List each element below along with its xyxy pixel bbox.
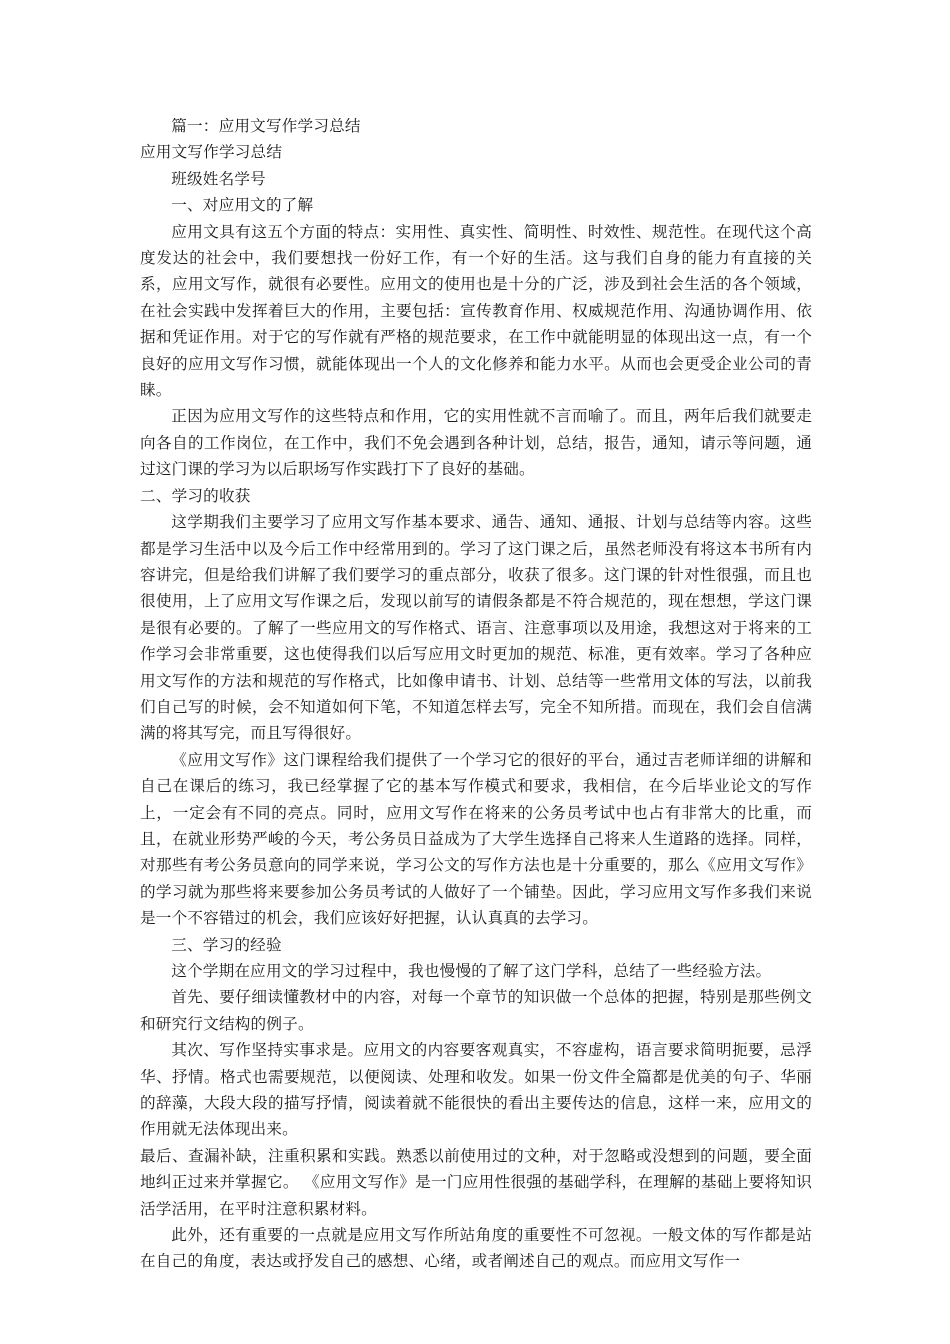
body-paragraph: 这学期我们主要学习了应用文写作基本要求、通告、通知、通报、计划与总结等内容。这些都是学习生活中以及今后工作中经常用到的。学习了这门课之后，虽然老师没有将这本书所有内容讲完，但是给我们讲解了我们要学习的重点部分，收获了很多。这门课的针对性很强，而且也很使用，上了应用文写作课之后，发现以前写的请假条都是不符合规范的，现在想想，学这门课是很有必要的。了解了一些应用文的写作格式、语言、注意事项以及用途，我想这对于将来的工作学习会非常重要，这也使得我们以后写应用文时更加的规范、标准，更有效率。学习了各种应用文写作的方法和规范的写作格式，比如像申请书、计划、总结等一些常用文体的写法，以前我们自己写的时候，会不知道如何下笔，不知道怎样去写，完全不知所措。而现在，我们会自信满满的将其写完，而且写得很好。	[140, 513, 812, 743]
body-paragraph: 《应用文写作》这门课程给我们提供了一个学习它的很好的平台，通过吉老师详细的讲解和自己在课后的练习，我已经掌握了它的基本写作模式和要求，我相信，在今后毕业论文的写作上，一定会有不同的亮点。同时，应用文写作在将来的公务员考试中也占有非常大的比重，而且，在就业形势严峻的今天，考公务员日益成为了大学生选择自己将来人生道路的选择。同样，对那些有考公务员意向的同学来说，学习公文的写作方法也是十分重要的，那么《应用文写作》的学习就为那些将来要参加公务员考试的人做好了一个铺垫。因此，学习应用文写作多我们来说是一个不容错过的机会，我们应该好好把握，认认真真的去学习。	[140, 750, 812, 928]
body-paragraph: 这个学期在应用文的学习过程中，我也慢慢的了解了这门学科，总结了一些经验方法。	[171, 962, 772, 980]
body-paragraph: 此外，还有重要的一点就是应用文写作所站角度的重要性不可忽视。一般文体的写作都是站在自己的角度，表达或抒发自己的感想、心绪，或者阐述自己的观点。而应用文写作一	[140, 1226, 812, 1271]
body-paragraph: 首先、要仔细读懂教材中的内容，对每一个章节的知识做一个总体的把握，特别是那些例文和研究行文结构的例子。	[140, 988, 812, 1033]
header-title: 篇一：应用文写作学习总结	[171, 117, 361, 135]
body-paragraph: 最后、查漏补缺，注重积累和实践。熟悉以前使用过的文种，对于忽略或没想到的问题，要全面地纠正过来并掌握它。 《应用文写作》是一门应用性很强的基础学科，在理解的基础上要将知识活学活用，在平时注意积累材料。	[140, 1146, 812, 1218]
section-heading-2: 二、学习的收获	[140, 486, 251, 505]
document-body	[140, 113, 812, 1275]
section-heading-3: 三、学习的经验	[171, 935, 282, 954]
byline: 班级姓名学号	[171, 169, 266, 188]
body-paragraph: 正因为应用文写作的这些特点和作用，它的实用性就不言而喻了。而且，两年后我们就要走向各自的工作岗位，在工作中，我们不免会遇到各种计划，总结，报告，通知，请示等问题，通过这门课的学习为以后职场写作实践打下了良好的基础。	[140, 407, 812, 479]
document-title: 应用文写作学习总结	[140, 143, 283, 162]
body-paragraph: 应用文具有这五个方面的特点：实用性、真实性、简明性、时效性、规范性。在现代这个高度发达的社会中，我们要想找一份好工作，有一个好的生活。这与我们自身的能力有直接的关系，应用文写作，就很有必要性。应用文的使用也是十分的广泛，涉及到社会生活的各个领域，在社会实践中发挥着巨大的作用，主要包括：宣传教育作用、权威规范作用、沟通协调作用、依据和凭证作用。对于它的写作就有严格的规范要求，在工作中就能明显的体现出这一点，有一个良好的应用文写作习惯，就能体现出一个人的文化修养和能力水平。从而也会更受企业公司的青睐。	[140, 222, 812, 400]
section-heading-1: 一、对应用文的了解	[171, 196, 314, 215]
body-paragraph: 其次、写作坚持实事求是。应用文的内容要客观真实，不容虚构，语言要求简明扼要，忌浮华、抒情。格式也需要规范，以便阅读、处理和收发。如果一份文件全篇都是优美的句子、华丽的辞藻，大段大段的描写抒情，阅读着就不能很快的看出主要传达的信息，这样一来，应用文的作用就无法体现出来。	[140, 1041, 812, 1139]
